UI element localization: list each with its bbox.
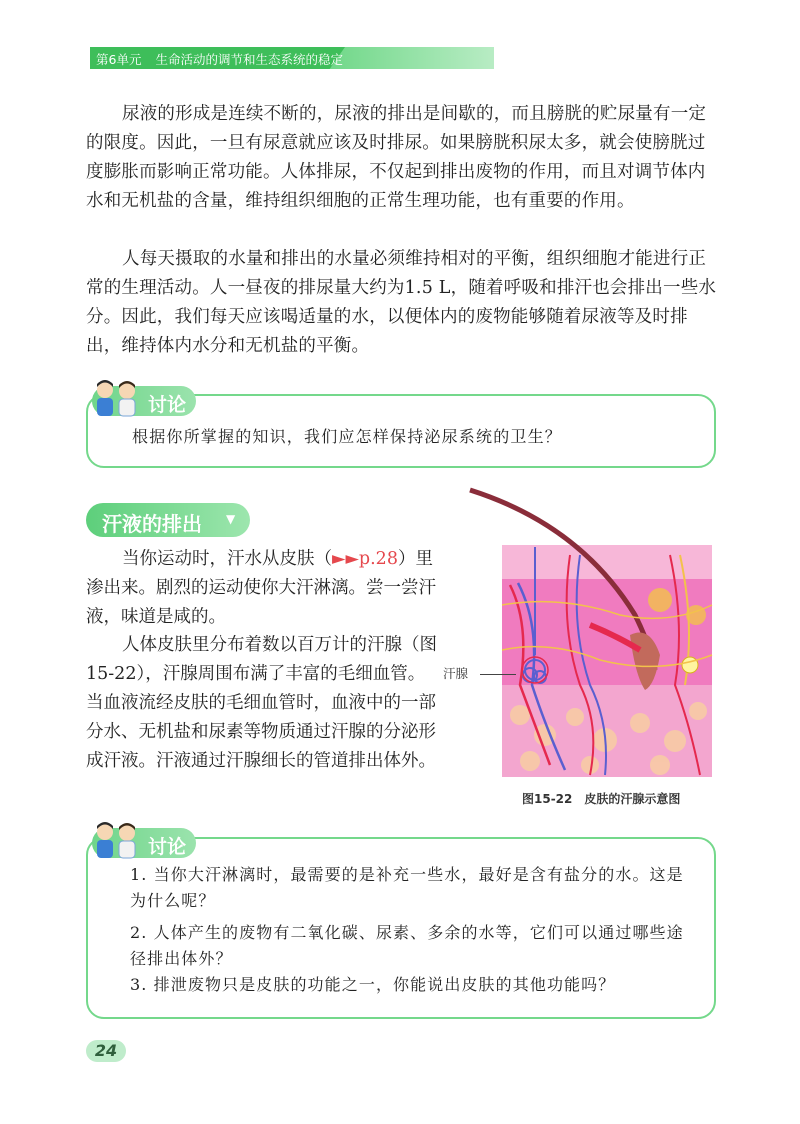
discussion-item — [130, 920, 690, 972]
item-number: 3. — [130, 975, 148, 994]
figure-caption: 图15-22 皮肤的汗腺示意图 — [522, 792, 681, 806]
item-text: 排泄废物只是皮肤的功能之一，你能说出皮肤的其他功能吗？ — [153, 975, 616, 994]
discussion-label-2: 讨论 — [148, 836, 187, 858]
paragraph-water-balance: 人每天摄取的水量和排出的水量必须维持相对的平衡，组织细胞才能进行正常的生理活动。人一昼夜的排尿量大约为1.5 L，随着呼吸和排汗也会排出一些水分。因此，我们每天应该喝适量的水，以便体内的废物能够随着尿液等及时排出，维持体内水分和无机盐的平衡。 — [86, 249, 717, 356]
chevron-down-icon: ▼ — [226, 512, 236, 526]
students-icon — [91, 378, 147, 418]
paragraph-sweat-2: 人体皮肤里分布着数以百万计的汗腺（图15-22），汗腺周围布满了丰富的毛细血管。当血液流经皮肤的毛细血管时，血液中的一部分水、无机盐和尿素等物质通过汗腺的分泌形成汗液。汗液通过汗腺细长的管道排出体外。 — [86, 635, 437, 771]
discussion-label-1: 讨论 — [148, 394, 187, 416]
discussion-item — [130, 972, 690, 998]
skin-sweat-gland-illustration — [440, 485, 720, 785]
students-icon — [91, 820, 147, 860]
page-reference-link[interactable]: ►►p.28 — [332, 549, 398, 569]
header-text — [96, 50, 343, 68]
section-title: 汗液的排出 — [102, 512, 202, 536]
paragraph-urination: 尿液的形成是连续不断的，尿液的排出是间歇的，而且膀胱的贮尿量有一定的限度。因此，一旦有尿意就应该及时排尿。如果膀胱积尿太多，就会使膀胱过度膨胀而影响正常功能。人体排尿，不仅起到排出废物的作用，而且对调节体内水和无机盐的含量，维持组织细胞的正常生理功能，也有重要的作用。 — [86, 104, 707, 211]
page-number: 24 — [86, 1040, 126, 1062]
item-text: 人体产生的废物有二氧化碳、尿素、多余的水等，它们可以通过哪些途径排出体外？ — [130, 923, 684, 968]
item-number: 2. — [130, 923, 148, 942]
unit-title: 生命活动的调节和生态系统的稳定 — [155, 52, 343, 67]
discussion-question: 根据你所掌握的知识，我们应怎样保持泌尿系统的卫生？ — [132, 427, 563, 446]
label-leader-line — [480, 674, 516, 675]
item-text: 当你大汗淋漓时，最需要的是补充一些水，最好是含有盐分的水。这是为什么呢？ — [130, 865, 684, 910]
sweat-text-a: 当你运动时，汗水从皮肤（ — [122, 549, 332, 569]
unit-label: 第6单元 — [96, 52, 142, 67]
item-number: 1. — [130, 865, 148, 884]
discussion-item — [130, 862, 690, 914]
sweat-gland-label: 汗腺 — [443, 666, 469, 681]
sweat-text-b: ）里渗出来。剧烈的运动使你大汗淋漓。尝一尝汗液，味道是咸的。 — [86, 549, 436, 627]
paragraph-sweat-1 — [86, 545, 442, 632]
